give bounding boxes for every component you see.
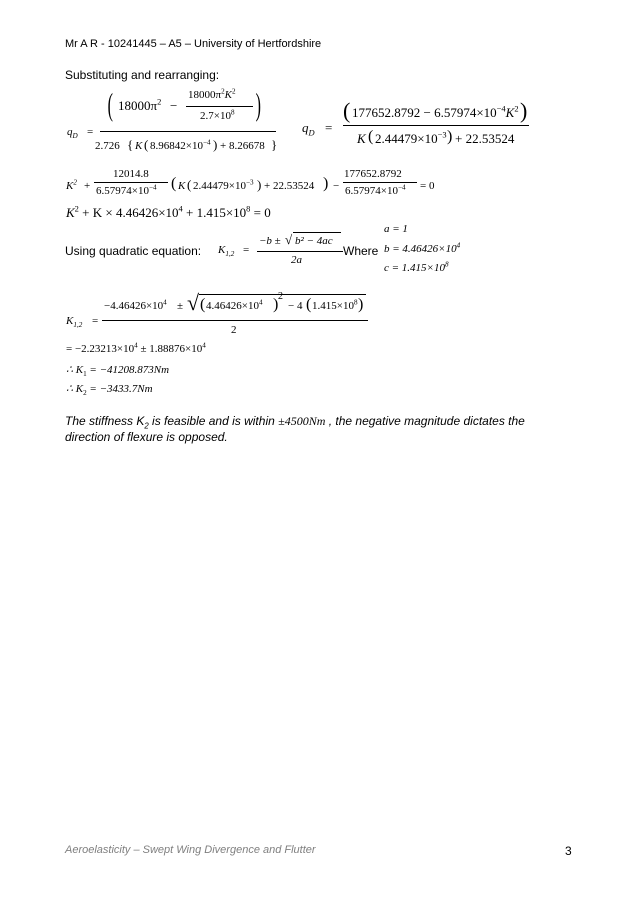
eq1-den-k: K — [135, 140, 143, 152]
eq5-k: $K_{1,2}$ — [66, 315, 83, 330]
eq1-den-brace-right: } — [271, 137, 278, 152]
quadratic-sqrt-body: b² − 4ac — [295, 235, 333, 247]
eq3-frac1-den: $6.57974\times 10^{-4}$ — [96, 183, 157, 197]
page-number: 3 — [565, 844, 572, 858]
eq1-paren-right: ) — [255, 86, 261, 122]
eq1-main-frac-bar — [100, 131, 276, 132]
equation-quadratic-form: $K^2 + K \times 4.46426\times 10^4 + 1.415\times 10^8 = 0$ — [66, 203, 271, 220]
eq3-rhs: = 0 — [420, 180, 435, 192]
conclusion-line-1: The stiffness $K_2$ is feasible and is within ±4500Nm , the negative magnitude dictates the — [65, 414, 525, 431]
eq5-sqrt-sign: √ — [187, 290, 200, 315]
eq1-lhs: $q_D$ — [67, 126, 78, 141]
quadratic-where: Where — [343, 244, 379, 258]
eq2-frac-bar — [343, 125, 529, 126]
quadratic-frac-bar — [257, 251, 343, 252]
eq1-den-b: $8.96842\times 10^{-4}$ — [150, 138, 211, 152]
quadratic-b: $b = 4.46426\times 10^4$ — [384, 241, 461, 255]
eq5-num-a: $-4.46426\times 10^4$ — [104, 298, 167, 312]
eq1-num-a: $18000\pi^2$ — [118, 96, 162, 113]
eq2-den-a: $2.44479\times 10^{-3}$ — [375, 129, 447, 146]
eq3-inner-paren-left: ( — [187, 177, 192, 192]
eq3-inner-paren-right: ) — [257, 177, 262, 192]
conclusion-line-2: direction of flexure is opposed. — [65, 430, 228, 444]
eq5-pm: ± — [177, 300, 184, 312]
eq3-paren-k: K — [178, 180, 186, 192]
eq3-paren-b: + 22.53524 — [264, 180, 315, 192]
quadratic-k: $K_{1,2}$ — [218, 244, 235, 259]
eq5-sqrt-c-paren-left: ( — [306, 296, 312, 313]
eq3-minus: − — [333, 180, 340, 192]
eq5-sqrt-minus-four: − 4 — [288, 300, 303, 312]
quadratic-num: −b ± — [259, 235, 281, 247]
eq1-den-c: + 8.26678 — [220, 140, 265, 152]
eq2-den-b: + 22.53524 — [455, 131, 515, 146]
page-header: Mr A R - 10241445 – A5 – University of Hertfordshire — [65, 38, 322, 50]
quadratic-a: a = 1 — [384, 223, 408, 235]
eq3-frac2-num: 177652.8792 — [344, 168, 402, 180]
eq1-minus: − — [170, 98, 178, 113]
eq1-frac-num: $18000\pi^2K^2$ — [188, 87, 236, 101]
eq2-num-paren-right: ) — [520, 98, 528, 123]
eq5-sqrt-paren-left: ( — [200, 296, 206, 313]
eq5-equals: = — [92, 315, 99, 327]
eq5-sqrt-square: 2 — [278, 291, 283, 302]
eq1-inner-frac-bar — [186, 106, 253, 107]
eq1-frac-den: $2.7\times 10^8$ — [200, 108, 235, 122]
eq3-paren-a: $2.44479\times 10^{-3}$ — [193, 178, 254, 192]
quadratic-c: $c = 1.415\times 10^8$ — [384, 260, 449, 274]
eq5-sqrt-c-paren-right: ) — [358, 296, 364, 313]
eq5-frac-bar — [102, 320, 368, 321]
eq2-equals: = — [325, 120, 333, 135]
eq1-equals: = — [87, 126, 94, 138]
eq2-den-paren-left: ( — [368, 128, 374, 145]
quadratic-label: Using quadratic equation: — [65, 244, 202, 258]
footer-title: Aeroelasticity – Swept Wing Divergence and Flutter — [65, 844, 316, 856]
eq2-den-paren-right: ) — [447, 128, 453, 145]
eq5-den: 2 — [231, 324, 237, 336]
result-line-1: = $-2.23213\times 10^4 \pm 1.88876\times 10^4$ — [66, 341, 206, 355]
result-line-k2: ∴ $K_2 = -3433.7Nm$ — [66, 383, 153, 398]
eq3-paren-left: ( — [171, 175, 177, 192]
quadratic-den: 2a — [291, 254, 302, 266]
eq5-sqrt-paren-right: ) — [273, 296, 279, 313]
eq1-den-paren-left: ( — [144, 137, 149, 152]
eq1-den-paren-right: ) — [213, 137, 218, 152]
eq5-sqrt-c: $1.415\times 10^8$ — [312, 298, 358, 312]
eq1-paren-left: ( — [107, 86, 113, 122]
eq5-sqrt-a: $4.46426\times 10^4$ — [206, 298, 263, 312]
quadratic-equals: = — [243, 244, 250, 256]
quadratic-sqrt-sign: √ — [285, 232, 293, 247]
eq3-k: $K^2$ — [66, 178, 77, 192]
eq3-plus: + — [84, 180, 91, 192]
eq1-den-a: 2.726 — [95, 140, 120, 152]
eq3-paren-right: ) — [323, 175, 329, 192]
eq2-num-paren-left: ( — [343, 98, 351, 123]
eq3-frac2-den: $6.57974\times 10^{-4}$ — [345, 183, 406, 197]
eq3-frac1-num: 12014.8 — [113, 168, 149, 180]
eq2-num: $177652.8792 - 6.57974\times 10^{-4}K^2$ — [352, 103, 519, 120]
intro-text: Substituting and rearranging: — [65, 68, 220, 82]
quadratic-sqrt-bar — [293, 232, 341, 233]
result-line-k1: ∴ $K_1 = -41208.873Nm$ — [66, 364, 170, 379]
eq1-den-brace-left: { — [127, 137, 134, 152]
eq2-lhs: $q_D$ — [302, 120, 315, 138]
eq2-den-k: K — [357, 131, 366, 146]
